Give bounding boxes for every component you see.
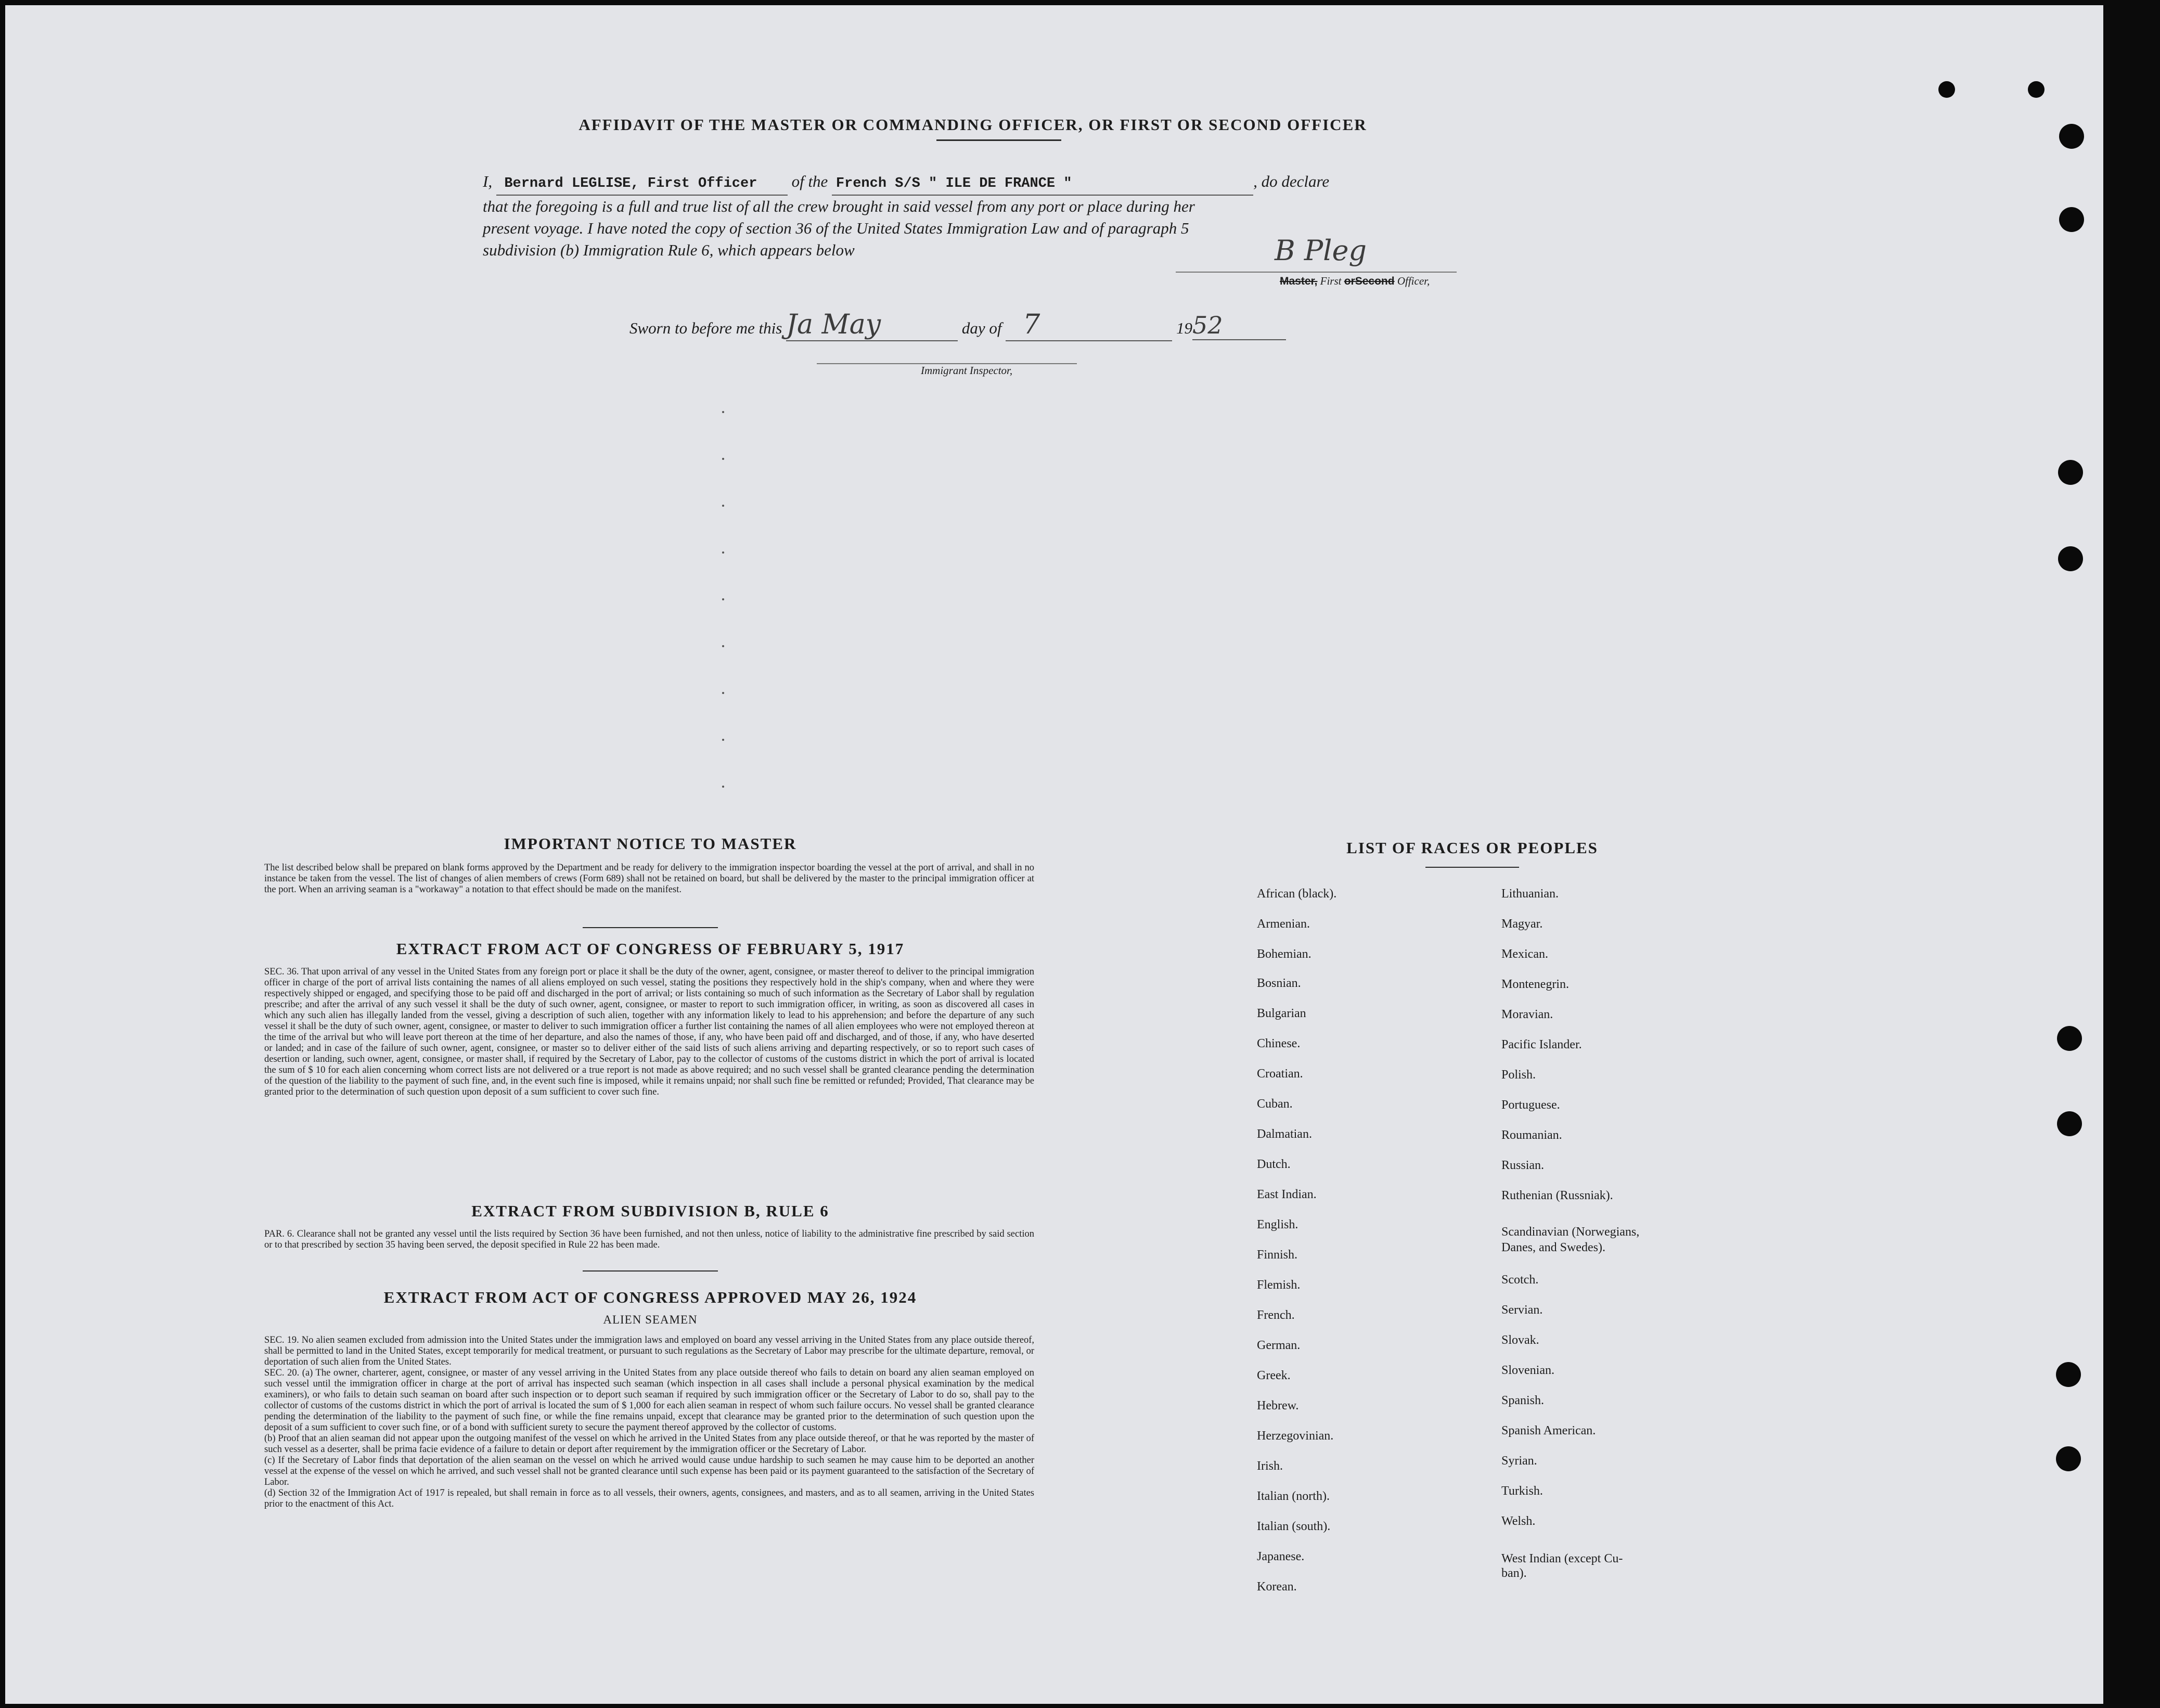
extract-rule6-title: EXTRACT FROM SUBDIVISION B, RULE 6 (471, 1202, 829, 1220)
race-item: Scotch. (1501, 1273, 1539, 1287)
race-item: Croatian. (1257, 1067, 1303, 1081)
extract-1917-body: SEC. 36. That upon arrival of any vessel in the United States from any foreign port or place it shall be the duty of the owner, agent, consignee, or master thereof to deliver to the principal immigration officer in charge of the port of arrival lists containing the names of all aliens employed on such vessel, stating the positions they respectively hold in the ship's company, when and where they were respectively shipped or engaged, and specifying those to be paid off and discharged in the port of arrival; or lists containing so much of such information as the Secretary of Labor shall by regulation prescribe; and after the arrival of any such vessel it shall be the duty of such owner, agent, consignee, or master to report to such immigration officer, in writing, as soon as discovered all cases in which any such alien has illegally landed from the vessel, giving a description of such alien, together with any information likely to lead to his apprehension; and before the departure of any such vessel it shall be the duty of such owner, agent, consignee, or master to deliver to such immigration officer a further list containing the names of all alien employees who were not employed thereon at the time of the arrival but who will leave port thereon at the time of her departure, and also the names of those, if any, who have been paid off and discharged, and of those, if any, who have deserted or landed; and in case of the failure of such owner, agent, consignee, or master so to deliver either of the said lists of such aliens arriving and departing respectively, or so to report such cases of desertion or landing, such owner, agent, consignee, or master shall, if required by the Secretary of Labor, pay to the collector of customs of the customs district in which the port of arrival is located the sum of $ 10 for each alien concerning whom correct lists are not delivered or a true report is not made as above required; and no such vessel shall be granted clearance pending the determination of the question of the liability to the payment of such fine, and, in the event such fine is imposed, while it remains unpaid; nor shall such fine be remitted or refunded; Provided, That clearance may be granted prior to the determination of such question upon deposit of a sum sufficient to cover such fine. (264, 967, 1034, 1097)
inspector-caption: Immigrant Inspector, (921, 364, 1013, 377)
declaration-line-1 (483, 171, 1466, 196)
of-the-text: of the (791, 172, 828, 190)
race-item: German. (1257, 1339, 1301, 1352)
race-item: French. (1257, 1308, 1295, 1322)
section-20c: (c) If the Secretary of Labor finds that deportation of the alien seaman on the vessel on which he arrived would cause undue hardship to such seamen he may cause him to be deported an another vessel at the expense of the vessel on which he arrived, and such vessel shall not be granted clearance until such expense has been paid or its payment guaranteed to the satisfaction of the Secretary of Labor. (264, 1455, 1034, 1487)
extract-1924-title: EXTRACT FROM ACT OF CONGRESS APPROVED MAY 26, 1924 (383, 1288, 917, 1306)
race-item: Italian (south). (1257, 1520, 1331, 1533)
officer-signature: B Pleg (1275, 234, 1367, 267)
race-item: Servian. (1501, 1303, 1543, 1317)
binder-hole (2059, 207, 2084, 232)
race-item: East Indian. (1257, 1188, 1317, 1201)
race-item: Lithuanian. (1501, 887, 1559, 901)
declaration-line-4: subdivision (b) Immigration Rule 6, which appears below (483, 241, 855, 259)
declaration-line-3: present voyage. I have noted the copy of section 36 of the United States Immigration Law and of paragraph 5 (483, 219, 1189, 237)
sworn-statement (629, 309, 1286, 341)
guide-dot (722, 598, 724, 600)
sworn-text: Sworn to before me this (629, 319, 782, 337)
race-item: Ruthenian (Russniak). (1501, 1189, 1613, 1202)
race-item: Cuban. (1257, 1097, 1293, 1111)
guide-dot (722, 505, 724, 507)
race-item: Polish. (1501, 1068, 1536, 1082)
race-item: Turkish. (1501, 1484, 1543, 1498)
race-item: Mexican. (1501, 947, 1548, 961)
race-item: Spanish American. (1501, 1424, 1596, 1437)
race-item: Montenegrin. (1501, 978, 1569, 991)
caption-or-struck: or (1344, 275, 1355, 287)
race-item: Danes, and Swedes). (1501, 1241, 1605, 1254)
caption-first: First (1320, 275, 1342, 287)
race-item: English. (1257, 1218, 1298, 1231)
race-item: ban). (1501, 1566, 1527, 1580)
race-item: West Indian (except Cu- (1501, 1552, 1623, 1565)
caption-master-struck: Master, (1280, 275, 1318, 287)
officer-name: Bernard LEGLISE, First Officer (504, 176, 757, 191)
race-item: Magyar. (1501, 917, 1543, 931)
races-title: LIST OF RACES OR PEOPLES (1346, 839, 1598, 857)
race-item: Spanish. (1501, 1394, 1545, 1407)
race-item: Herzegovinian. (1257, 1429, 1334, 1443)
extract-1924-body (264, 1335, 1034, 1510)
guide-dot (722, 645, 724, 647)
signature-caption (1280, 275, 1430, 288)
races-underline (1425, 867, 1519, 868)
section-20a: SEC. 20. (a) The owner, charterer, agent, consignee, or master of any vessel arriving in the United States from any place outside thereof who fails to detain on board any alien seaman employed on such vessel until the immigration officer in charge at the port of arrival has inspected such seaman (which inspection in all cases shall include a personal physical examination by the medical examiners), or who fails to detain such seaman on board after such inspection or to deport such seaman if required by such immigration officer or the Secretary of Labor to do so, shall pay to the collector of customs of the customs district in which the port of arrival is located the sum of $ 1,000 for each alien seaman in respect of whom such failure occurs. No vessel shall be granted clearance pending the determination of the liability to the payment of such fine, or while the fine remains unpaid, except that clearance may be granted prior to the determination of such question upon the deposit of a sum sufficient to cover such fine, or of a bond with sufficient surety to secure the payment thereof approved by the collector of customs. (264, 1368, 1034, 1433)
vessel-field (832, 171, 1253, 196)
race-item: Syrian. (1501, 1454, 1537, 1468)
year-value: 52 (1192, 311, 1223, 339)
month-value: 7 (1023, 309, 1040, 340)
notice-title: IMPORTANT NOTICE TO MASTER (504, 834, 797, 853)
race-item: Korean. (1257, 1580, 1297, 1594)
race-item: Japanese. (1257, 1550, 1305, 1563)
affidavit-title: AFFIDAVIT OF THE MASTER OR COMMANDING OFFICER, OR FIRST OR SECOND OFFICER (578, 115, 1367, 134)
race-item: Russian. (1501, 1159, 1545, 1172)
day-of-text: day of (961, 319, 1002, 337)
binder-hole (2057, 1111, 2082, 1136)
race-item: Greek. (1257, 1369, 1291, 1382)
guide-dot (722, 551, 724, 554)
year-prefix: 19 (1176, 319, 1192, 337)
race-item: Scandinavian (Norwegians, (1501, 1225, 1640, 1239)
divider (583, 927, 718, 928)
race-item: Welsh. (1501, 1514, 1536, 1528)
section-20d: (d) Section 32 of the Immigration Act of 1917 is repealed, but shall remain in force as to all vessels, their owners, agents, consignees, and masters, and as to all seamen, arriving in the United States prior to the enactment of this Act. (264, 1488, 1034, 1509)
race-item: Hebrew. (1257, 1399, 1299, 1412)
caption-officer: Officer, (1397, 275, 1430, 287)
divider (583, 1270, 718, 1272)
race-item: Dutch. (1257, 1158, 1291, 1171)
extract-1917-title: EXTRACT FROM ACT OF CONGRESS OF FEBRUARY 5, 1917 (396, 940, 905, 958)
race-item: Irish. (1257, 1459, 1283, 1473)
section-19: SEC. 19. No alien seamen excluded from admission into the United States under the immigration laws and employed on board any vessel arriving in the United States from any place outside thereof, shall be permitted to land in the United States, except temporarily for medical treatment, or pursuant to such regulations as the Secretary of Labor may prescribe for the ultimate departure, removal, or deportation of such alien from the United States. (264, 1335, 1034, 1367)
vessel-name: French S/S " ILE DE FRANCE " (835, 176, 1072, 191)
manifest-page (5, 5, 2103, 1704)
year-field (1192, 311, 1286, 340)
signature-line (1176, 272, 1457, 273)
binder-hole (2057, 1026, 2082, 1051)
title-underline (936, 139, 1061, 141)
guide-dot (722, 692, 724, 694)
race-item: Slovak. (1501, 1333, 1539, 1347)
race-item: Roumanian. (1501, 1128, 1562, 1142)
race-item: Flemish. (1257, 1278, 1301, 1292)
extract-rule6-body: PAR. 6. Clearance shall not be granted any vessel until the lists required by Section 36 have been furnished, and not then unless, notice of liability to the administrative fine prescribed by said section or to that prescribed by section 35 having been served, the deposit specified in Rule 22 has been made. (264, 1229, 1034, 1250)
race-item: Chinese. (1257, 1037, 1301, 1050)
notice-body: The list described below shall be prepared on blank forms approved by the Department and be ready for delivery to the immigration inspector boarding the vessel at the port of arrival, and shall in no instance be taken from the vessel. The list of changes of alien members of crews (Form 689) shall not be retained on board, but shall be delivered by the master to the principal immigration officer at the port. When an arriving seaman is a "workaway" a notation to that effect should be made on the manifest. (264, 863, 1034, 895)
sworn-day-field (786, 309, 958, 341)
officer-name-field (496, 171, 788, 196)
race-item: Bosnian. (1257, 977, 1301, 990)
section-20b: (b) Proof that an alien seaman did not appear upon the outgoing manifest of the vessel on which he arrived in the United States from any place outside thereof, or that he was reported by the master of such vessel as a deserter, shall be prima facie evidence of a failure to detain or deport after requirement by the immigration officer or the Secretary of Labor. (264, 1433, 1034, 1455)
race-item: Finnish. (1257, 1248, 1298, 1262)
race-item: Dalmatian. (1257, 1127, 1312, 1141)
race-item: Bohemian. (1257, 947, 1312, 961)
guide-dot (722, 786, 724, 788)
do-declare-text: , do declare (1253, 172, 1330, 190)
race-item: Armenian. (1257, 917, 1310, 931)
sworn-day: Ja May (786, 309, 881, 340)
race-item: Italian (north). (1257, 1489, 1330, 1503)
binder-hole (2059, 124, 2084, 149)
binder-hole (2058, 546, 2083, 571)
race-item: Bulgarian (1257, 1007, 1306, 1020)
binder-hole (2056, 1362, 2081, 1387)
guide-dot (722, 458, 724, 460)
declare-prefix: I, (483, 172, 493, 190)
race-item: Portuguese. (1501, 1098, 1560, 1112)
guide-dot (722, 411, 724, 413)
race-item: Slovenian. (1501, 1364, 1554, 1377)
extract-1924-subtitle: ALIEN SEAMEN (603, 1313, 698, 1326)
binder-hole (2056, 1446, 2081, 1471)
binder-hole (2058, 460, 2083, 485)
guide-dot (722, 739, 724, 741)
race-item: African (black). (1257, 887, 1337, 901)
binder-hole (1938, 81, 1955, 98)
binder-hole (2028, 81, 2045, 98)
caption-second-struck: Second (1355, 275, 1395, 287)
declaration-line-2: that the foregoing is a full and true list of all the crew brought in said vessel from any port or place during her (483, 197, 1195, 215)
race-item: Pacific Islander. (1501, 1038, 1582, 1051)
race-item: Moravian. (1501, 1008, 1553, 1021)
month-field (1006, 309, 1172, 341)
